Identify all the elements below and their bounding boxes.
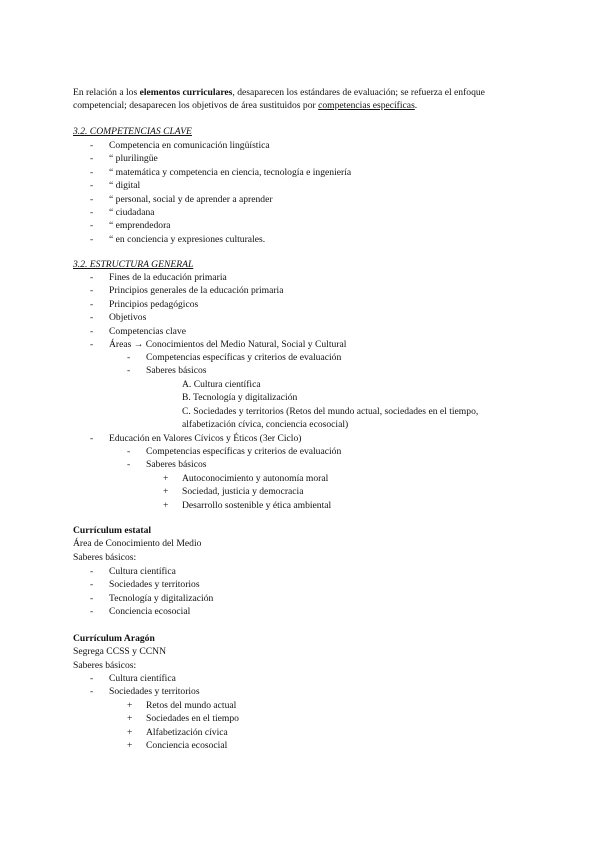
list-item: - Sociedades y territorios: [90, 579, 200, 591]
list-item: - “ personal, social y de aprender a aprender: [90, 193, 273, 205]
curriculum-estatal: [73, 524, 201, 564]
areas-sublist: [127, 351, 341, 378]
estatal-line-1: Área de Conocimiento del Medio: [73, 538, 202, 550]
saberes-item: A. Cultura científica: [182, 379, 261, 390]
list-item: - Conciencia ecosocial: [90, 606, 191, 618]
competencias-list: [90, 139, 351, 246]
intro-underlined-term: competencias específicas: [318, 100, 415, 112]
list-item: - Cultura científica: [90, 566, 176, 577]
intro-paragraph: [73, 86, 533, 113]
list-item: - Saberes básicos: [127, 459, 207, 471]
saberes-item: C. Sociedades y territorios (Retos del mundo actual, sociedades en el tiempo, alfabetización cívica, conciencia ecosocial): [182, 405, 479, 431]
list-item: + Alfabetización cívica: [127, 726, 228, 738]
list-item: - “ digital: [90, 180, 141, 192]
intro-text-5: .: [414, 100, 418, 112]
list-item: - Principios generales de la educación primaria: [90, 285, 284, 297]
list-item: - “ ciudadana: [90, 207, 155, 219]
estructura-list: [90, 271, 346, 351]
list-item: - Competencias específicas y criterios de evaluación: [127, 352, 342, 363]
saberes-item: B. Tecnología y digitalización: [182, 392, 298, 404]
saberes-valores-list: [163, 472, 331, 512]
valores-list: [90, 432, 301, 445]
list-item: - Fines de la educación primaria: [90, 272, 227, 283]
list-item: + Autoconocimiento y autonomía moral: [163, 473, 329, 484]
heading-competencias-clave: 3.2. COMPETENCIAS CLAVE: [73, 126, 192, 137]
list-item: - “ matemática y competencia en ciencia, tecnología e ingeniería: [90, 166, 352, 178]
intro-bold-term: elementos curriculares: [139, 87, 233, 98]
list-item: - Saberes básicos: [127, 365, 207, 377]
list-item: + Desarrollo sostenible y ética ambiental: [163, 499, 332, 511]
list-item: + Retos del mundo actual: [127, 700, 237, 711]
list-item: - “ emprendedora: [90, 220, 171, 232]
list-item: - Cultura científica: [90, 673, 176, 684]
saberes-areas-block: [182, 378, 512, 432]
aragon-list: [90, 672, 200, 699]
estatal-line-2: Saberes básicos:: [73, 551, 137, 563]
list-item: - Sociedades y territorios: [90, 686, 200, 698]
intro-text-1: En relación a los: [73, 87, 140, 98]
list-item: - Competencias específicas y criterios de evaluación: [127, 446, 342, 457]
list-item: - Competencias clave: [90, 325, 186, 337]
section-title: Currículum Aragón: [73, 633, 155, 644]
heading-estructura-general: 3.2. ESTRUCTURA GENERAL: [73, 259, 194, 270]
list-item: - Áreas → Conocimientos del Medio Natural, Social y Cultural: [90, 339, 347, 351]
list-item: - Educación en Valores Cívicos y Éticos (3er Ciclo): [90, 433, 302, 444]
list-item: + Sociedad, justicia y democracia: [163, 486, 304, 498]
aragon-line-1: Segrega CCSS y CCNN: [73, 646, 167, 658]
list-item: - Principios pedagógicos: [90, 298, 199, 310]
valores-sublist: [127, 445, 341, 472]
curriculum-aragon: [73, 632, 166, 672]
estatal-list: [90, 565, 213, 619]
intro-text-3: , desaparecen los estándares de evaluación; se refuerza el enfoque competencial; desaparecen los objetivos de área sustituidos por: [73, 87, 485, 112]
list-item: - “ plurilingüe: [90, 153, 158, 165]
section-title: Currículum estatal: [73, 525, 152, 536]
list-item: - “ en conciencia y expresiones culturales.: [90, 233, 266, 245]
list-item: + Conciencia ecosocial: [127, 740, 228, 752]
aragon-sublist: [127, 699, 239, 753]
aragon-line-2: Saberes básicos:: [73, 659, 137, 671]
list-item: - Tecnología y digitalización: [90, 592, 214, 604]
list-item: - Competencia en comunicación lingüística: [90, 140, 270, 151]
list-item: - Objetivos: [90, 312, 147, 324]
list-item: + Sociedades en el tiempo: [127, 713, 239, 725]
